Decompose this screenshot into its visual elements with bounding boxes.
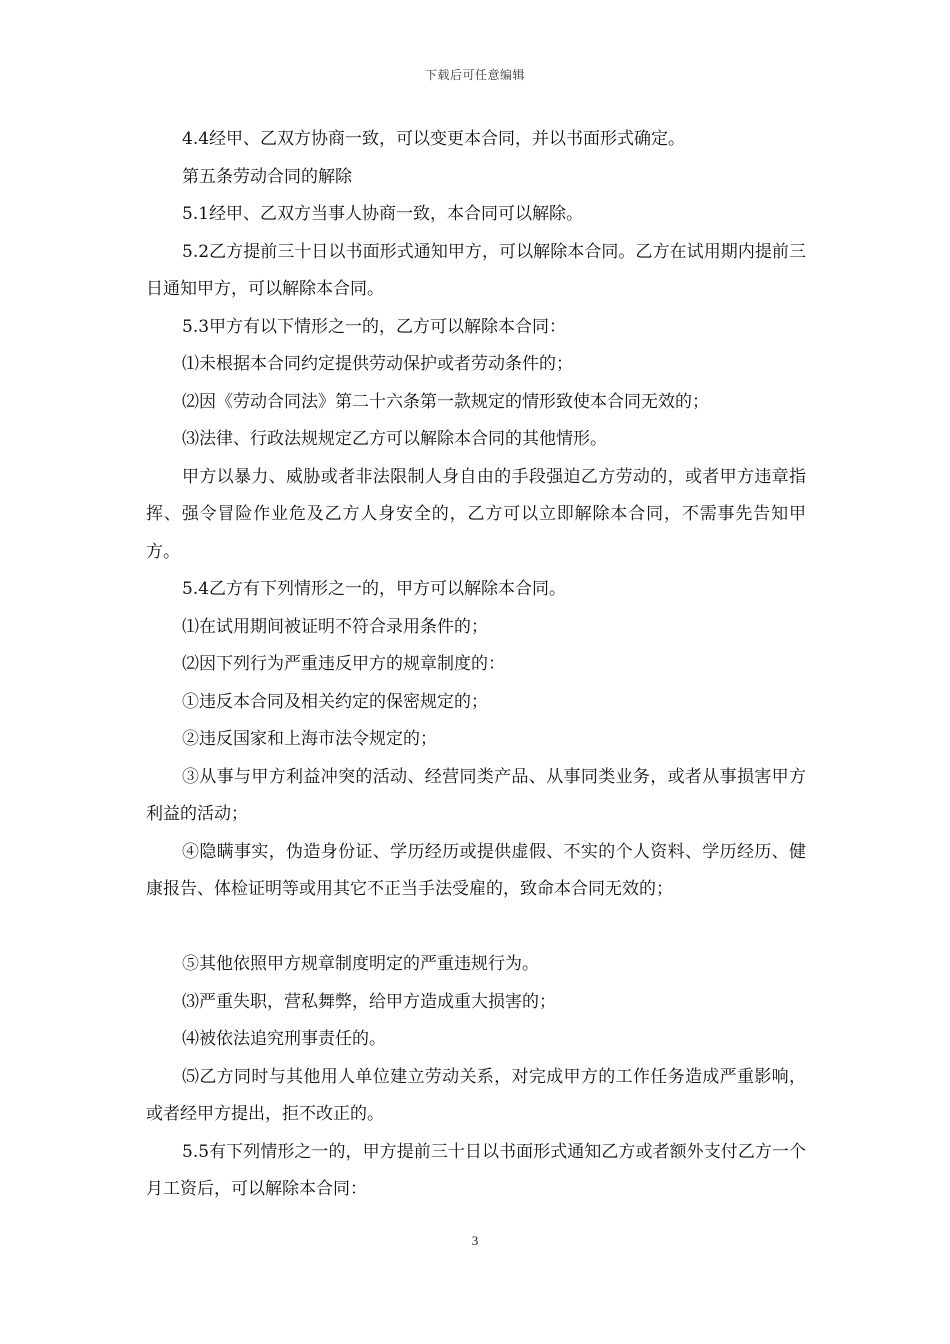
paragraph-5-1: 5.1经甲、乙双方当事人协商一致，本合同可以解除。 (182, 204, 584, 224)
list-item-5-4-5: ⑸乙方同时与其他用人单位建立劳动关系，对完成甲方的工作任务造成严重影响，或者经甲方提出，拒不改正的。 (146, 1066, 806, 1124)
sub-item-5: ⑤其他依照甲方规章制度明定的严重违规行为。 (182, 954, 539, 974)
list-item-5-4-1: ⑴在试用期间被证明不符合录用条件的； (182, 616, 488, 637)
sub-item-3: ③从事与甲方利益冲突的活动、经营同类产品、从事同类业务，或者从事损害甲方利益的活动； (146, 766, 806, 824)
list-item-5-4-2: ⑵因下列行为严重违反甲方的规章制度的： (182, 654, 505, 674)
list-item-5-3-2: ⑵因《劳动合同法》第二十六条第一款规定的情形致使本合同无效的； (182, 391, 709, 412)
page-header: 下载后可任意编辑 (424, 68, 525, 82)
paragraph-5-3: 5.3甲方有以下情形之一的，乙方可以解除本合同： (182, 316, 567, 337)
list-item-5-4-3: ⑶严重失职，营私舞弊，给甲方造成重大损害的； (182, 991, 556, 1012)
paragraph-5-5: 5.5有下列情形之一的，甲方提前三十日以书面形式通知乙方或者额外支付乙方一个月工资后，可以解除本合同： (146, 1141, 806, 1199)
sub-item-4: ④隐瞒事实，伪造身份证、学历经历或提供虚假、不实的个人资料、学历经历、健康报告、体检证明等或用其它不正当手法受雇的，致命本合同无效的； (146, 841, 806, 899)
paragraph-5-4: 5.4乙方有下列情形之一的，甲方可以解除本合同。 (182, 579, 567, 599)
article-5-heading: 第五条劳动合同的解除 (182, 166, 352, 187)
list-item-5-4-4: ⑷被依法追究刑事责任的。 (182, 1029, 386, 1049)
list-item-5-3-1: ⑴未根据本合同约定提供劳动保护或者劳动条件的； (182, 354, 573, 374)
page-number: 3 (471, 1233, 479, 1248)
blank-line (146, 909, 806, 947)
list-item-5-3-3: ⑶法律、行政法规规定乙方可以解除本合同的其他情形。 (182, 429, 607, 449)
paragraph-5-2: 5.2乙方提前三十日以书面形式通知甲方，可以解除本合同。乙方在试用期内提前三日通知甲方，可以解除本合同。 (146, 241, 806, 299)
paragraph-4-4: 4.4经甲、乙双方协商一致，可以变更本合同，并以书面形式确定。 (182, 129, 686, 149)
sub-item-1: ①违反本合同及相关约定的保密规定的； (182, 691, 488, 712)
paragraph-immediate-termination: 甲方以暴力、威胁或者非法限制人身自由的手段强迫乙方劳动的，或者甲方违章指挥、强令冒险作业危及乙方人身安全的，乙方可以立即解除本合同，不需事先告知甲方。 (146, 466, 806, 562)
document-body (146, 121, 806, 1209)
sub-item-2: ②违反国家和上海市法令规定的； (182, 729, 437, 749)
